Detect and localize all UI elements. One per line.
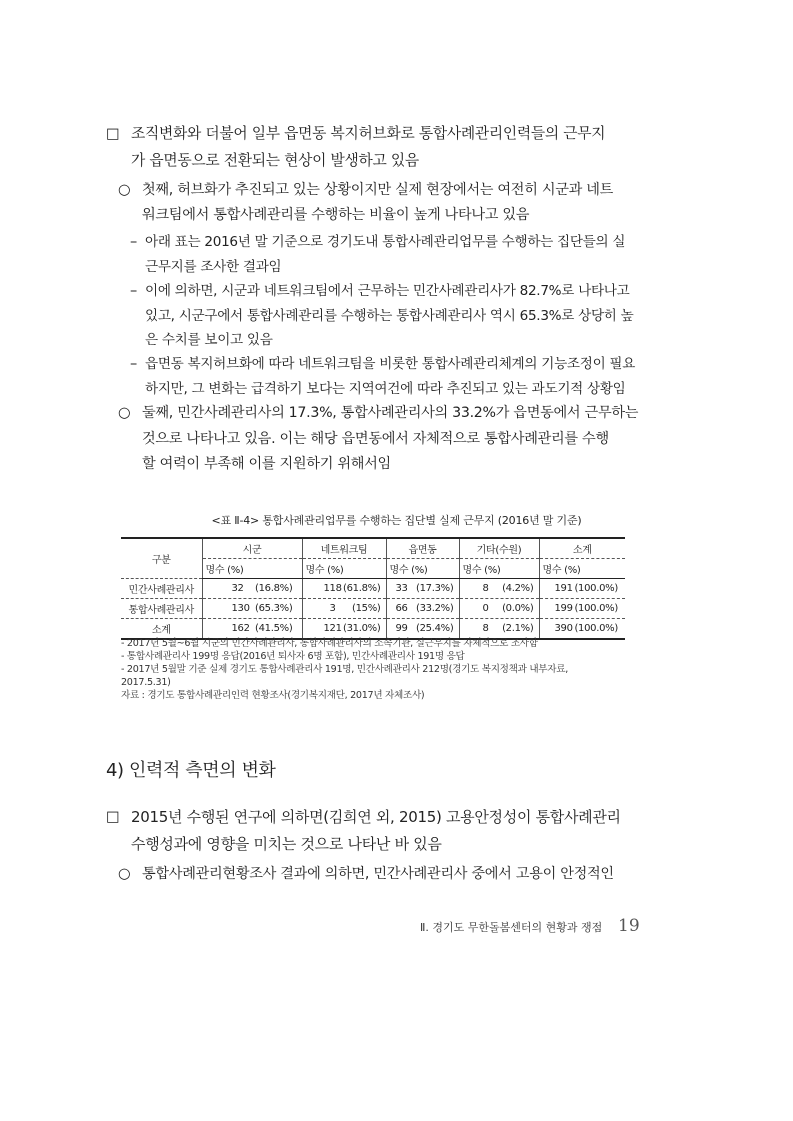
table-cell: 99 (25.4%): [386, 619, 459, 640]
text-line: 있고, 시군구에서 통합사례관리를 수행하는 통합사례관리사 역시 65.3%로 상당히 높: [145, 308, 634, 324]
column-header: 네트워크팀: [302, 538, 386, 559]
text-line: 통합사례관리현황조사 결과에 의하면, 민간사례관리사 중에서 고용이 안정적인: [142, 866, 614, 882]
table-cell: 199 (100.0%): [539, 599, 625, 619]
circle-bullet-icon: ○: [118, 405, 131, 421]
text-line: 2015년 수행된 연구에 의하면(김희연 외, 2015) 고용안정성이 통합사례관리: [131, 808, 621, 826]
column-subheader: 명수 (%): [302, 559, 386, 579]
table-cell: 8 (4.2%): [459, 579, 539, 599]
note-line: - 2017년 5월~6월 시군의 민간사례관리사, 통합사례관리사의 소속기관, 실근무지를 자체적으로 조사함: [121, 638, 538, 649]
note-line: - 2017년 5월말 기준 실제 경기도 통합사례관리사 191명, 민간사례관리사 212명(경기도 복지정책과 내부자료,: [121, 664, 568, 675]
circle-bullet-icon: ○: [118, 182, 131, 198]
table-cell: 3 (15%): [302, 599, 386, 619]
column-header: 읍면동: [386, 538, 459, 559]
table-cell: 8 (2.1%): [459, 619, 539, 640]
text-line: 수행성과에 영향을 미치는 것으로 나타난 바 있음: [131, 835, 442, 853]
dash-bullet-icon: –: [130, 356, 138, 372]
row-label: 민간사례관리사: [121, 579, 202, 599]
text-line: 이에 의하면, 시군과 네트워크팀에서 근무하는 민간사례관리사가 82.7%로 나타나고: [145, 283, 630, 299]
workplace-table: [121, 537, 625, 640]
column-subheader: 명수 (%): [386, 559, 459, 579]
table-cell: 0 (0.0%): [459, 599, 539, 619]
column-subheader: 명수 (%): [539, 559, 625, 579]
row-label: 통합사례관리사: [121, 599, 202, 619]
dash-bullet-icon: –: [130, 283, 138, 299]
square-bullet-icon: □: [106, 126, 120, 142]
column-header: 시군: [202, 538, 302, 559]
dash-bullet-icon: –: [130, 234, 138, 250]
column-header: 기타(수원): [459, 538, 539, 559]
text-line: 할 여력이 부족해 이를 지원하기 위해서임: [142, 456, 391, 472]
row-label: 소계: [121, 619, 202, 640]
table-caption: <표 Ⅱ-4> 통합사례관리업무를 수행하는 집단별 실제 근무지 (2016년 말 기준): [211, 514, 582, 527]
text-line: 것으로 나타나고 있음. 이는 해당 읍면동에서 자체적으로 통합사례관리를 수행: [142, 431, 609, 447]
circle-bullet-icon: ○: [118, 866, 131, 882]
table-cell: 118 (61.8%): [302, 579, 386, 599]
text-line: 첫째, 허브화가 추진되고 있는 상황이지만 실제 현장에서는 여전히 시군과 네트: [142, 182, 614, 198]
column-header: 소계: [539, 538, 625, 559]
table-row: [121, 579, 625, 599]
text-line: 아래 표는 2016년 말 기준으로 경기도내 통합사례관리업무를 수행하는 집단들의 실: [145, 234, 626, 250]
note-line: - 통합사례관리사 199명 응답(2016년 퇴사자 6명 포함), 민간사례관리사 191명 응답: [121, 651, 465, 662]
note-source: 자료 : 경기도 통합사례관리인력 현황조사(경기복지재단, 2017년 자체조사): [121, 690, 425, 701]
page-number: 19: [618, 916, 640, 936]
text-line: 가 읍면동으로 전환되는 현상이 발생하고 있음: [131, 152, 419, 169]
text-line: 근무지를 조사한 결과임: [145, 259, 282, 275]
text-line: 워크팀에서 통합사례관리를 수행하는 비율이 높게 나타나고 있음: [142, 207, 530, 223]
table-notes: [121, 637, 627, 702]
note-line: 2017.5.31): [121, 677, 171, 688]
table-cell: 32 (16.8%): [202, 579, 302, 599]
section-heading: 4) 인력적 측면의 변화: [106, 760, 276, 781]
text-line: 둘째, 민간사례관리사의 17.3%, 통합사례관리사의 33.2%가 읍면동에서 근무하는: [142, 405, 639, 421]
text-line: 조직변화와 더불어 일부 읍면동 복지허브화로 통합사례관리인력들의 근무지: [131, 125, 606, 142]
table-cell: 162 (41.5%): [202, 619, 302, 640]
table-cell: 390 (100.0%): [539, 619, 625, 640]
table-cell: 121 (31.0%): [302, 619, 386, 640]
table-row: [121, 619, 625, 640]
table-row: [121, 599, 625, 619]
column-subheader: 명수 (%): [459, 559, 539, 579]
text-line: 읍면동 복지허브화에 따라 네트워크팀을 비롯한 통합사례관리체계의 기능조정이 필요: [145, 356, 636, 372]
text-line: 하지만, 그 변화는 급격하기 보다는 지역여건에 따라 추진되고 있는 과도기적 상황임: [145, 381, 626, 397]
table-cell: 66 (33.2%): [386, 599, 459, 619]
table-cell: 191 (100.0%): [539, 579, 625, 599]
text-line: 은 수치를 보이고 있음: [145, 332, 273, 348]
table-cell: 130 (65.3%): [202, 599, 302, 619]
table-corner-header: 구분: [121, 538, 202, 579]
table-cell: 33 (17.3%): [386, 579, 459, 599]
column-subheader: 명수 (%): [202, 559, 302, 579]
running-footer: Ⅱ. 경기도 무한돌봄센터의 현황과 쟁점: [420, 921, 603, 934]
square-bullet-icon: □: [106, 809, 120, 825]
